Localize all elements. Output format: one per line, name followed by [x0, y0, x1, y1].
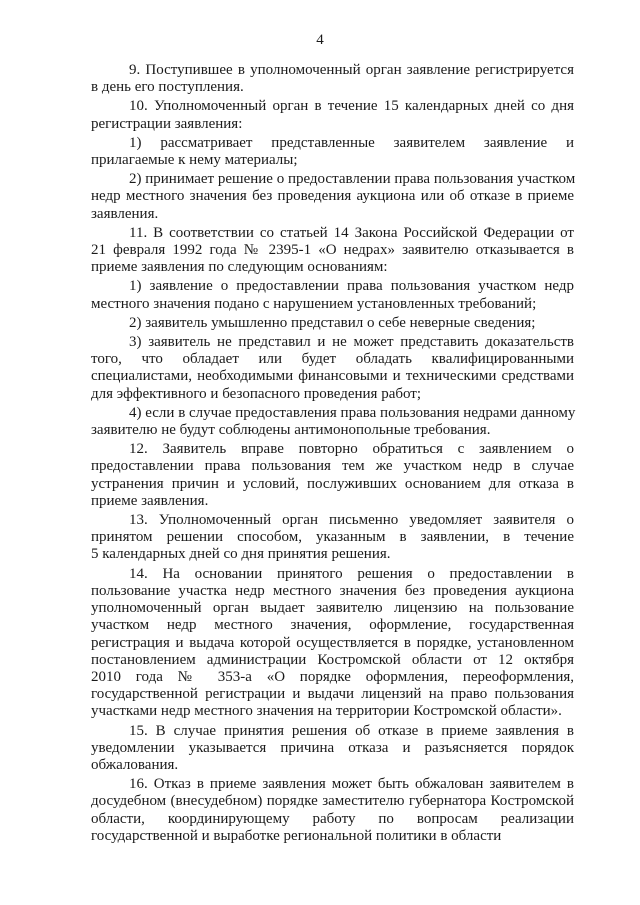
paragraph-line: недр местного значения без проведения аукциона или об отказе в приеме: [91, 188, 574, 205]
paragraph-line: 15. В случае принятия решения об отказе в приеме заявления в: [129, 722, 574, 739]
paragraph-line: местного значения подано с нарушением установленных требований;: [91, 295, 537, 312]
paragraph-line: 1) рассматривает представленные заявителем заявление и: [129, 134, 574, 151]
paragraph-line: регистрация и выдача которой осуществляется в порядке, установленном: [91, 634, 574, 651]
paragraph-line: 21 февраля 1992 года № 2395-1 «О недрах» заявителю отказывается в: [91, 242, 574, 259]
paragraph-line: того, что обладает или будет обладать квалифицированными: [91, 351, 574, 368]
paragraph-line: предоставлении права пользования тем же участком недр в случае: [91, 458, 574, 475]
paragraph-line: 12. Заявитель вправе повторно обратиться с заявлением о: [129, 441, 574, 458]
paragraph-line: области, координирующему работу по вопросам реализации: [91, 810, 574, 827]
paragraph-line: 3) заявитель не представил и не может представить доказательств: [129, 334, 574, 351]
paragraph-line: государственной регистрации и выдачи лицензий на право пользования: [91, 686, 574, 703]
paragraph: [91, 278, 574, 312]
paragraph-line: приеме заявления.: [91, 492, 209, 509]
paragraph-line: 2) принимает решение о предоставлении права пользования участком: [129, 171, 576, 188]
paragraph: [91, 135, 574, 169]
paragraph-line: 4) если в случае предоставления права пользования недрами данному: [129, 404, 576, 421]
paragraph-line: постановлением администрации Костромской области от 12 октября: [91, 651, 574, 668]
paragraph: [91, 441, 574, 510]
paragraph-line: заявителю не будут соблюдены антимонопольные требования.: [91, 422, 491, 439]
paragraph-line: устранения причин и условий, послуживших основанием для отказа в: [91, 475, 574, 492]
paragraph-line: регистрации заявления:: [91, 115, 243, 132]
paragraph-line: участками недр местного значения на территории Костромской области».: [91, 703, 562, 720]
paragraph-line: прилагаемые к нему материалы;: [91, 152, 298, 169]
paragraph-line: заявления.: [91, 205, 159, 222]
document-body: [91, 62, 574, 847]
paragraph-line: 5 календарных дней со дня принятия решения.: [91, 546, 391, 563]
paragraph: [91, 723, 574, 775]
paragraph: [91, 405, 574, 439]
paragraph-line: 11. В соответствии со статьей 14 Закона Российской Федерации от: [129, 224, 574, 241]
paragraph-line: в день его поступления.: [91, 79, 244, 96]
paragraph-line: пользование участка недр местного значения без проведения аукциона: [91, 582, 574, 599]
paragraph-line: участком недр местного значения, оформление, государственная: [91, 617, 574, 634]
paragraph: [91, 566, 574, 721]
paragraph-line: 13. Уполномоченный орган письменно уведомляет заявителя о: [129, 512, 574, 529]
paragraph-line: 16. Отказ в приеме заявления может быть обжалован заявителем в: [129, 776, 574, 793]
paragraph-line: 9. Поступившее в уполномоченный орган заявление регистрируется: [129, 62, 574, 78]
paragraph: [91, 98, 574, 132]
paragraph-line: приеме заявления по следующим основаниям:: [91, 259, 388, 276]
paragraph-line: 2) заявитель умышленно представил о себе неверные сведения;: [129, 314, 536, 331]
page-number: 4: [316, 32, 324, 48]
paragraph: [91, 62, 574, 96]
paragraph: [91, 334, 574, 403]
paragraph-line: принятом решении способом, указанным в заявлении, в течение: [91, 529, 574, 546]
paragraph-line: 14. На основании принятого решения о предоставлении в: [129, 565, 574, 582]
paragraph: [91, 776, 574, 845]
paragraph: [91, 225, 574, 277]
paragraph: [91, 315, 574, 332]
paragraph: [91, 171, 574, 223]
paragraph: [91, 512, 574, 564]
paragraph-line: 1) заявление о предоставлении права пользования участком недр: [129, 278, 574, 295]
paragraph-line: 2010 года № 353-а «О порядке оформления, переоформления,: [91, 668, 574, 685]
paragraph-line: государственной и выработке региональной политики в области: [91, 827, 502, 844]
paragraph-line: 10. Уполномоченный орган в течение 15 календарных дней со дня: [129, 98, 574, 115]
paragraph-line: уполномоченный орган выдает заявителю лицензию на пользование: [91, 600, 574, 617]
paragraph-line: досудебном (внесудебном) порядке заместителю губернатора Костромской: [91, 793, 574, 810]
paragraph-line: специалистами, необходимыми финансовыми и техническими средствами: [91, 368, 574, 385]
paragraph-line: обжалования.: [91, 756, 179, 773]
paragraph-line: для эффективного и безопасного проведения работ;: [91, 385, 422, 402]
paragraph-line: уведомлении указывается причина отказа и разъясняется порядок: [91, 739, 574, 756]
